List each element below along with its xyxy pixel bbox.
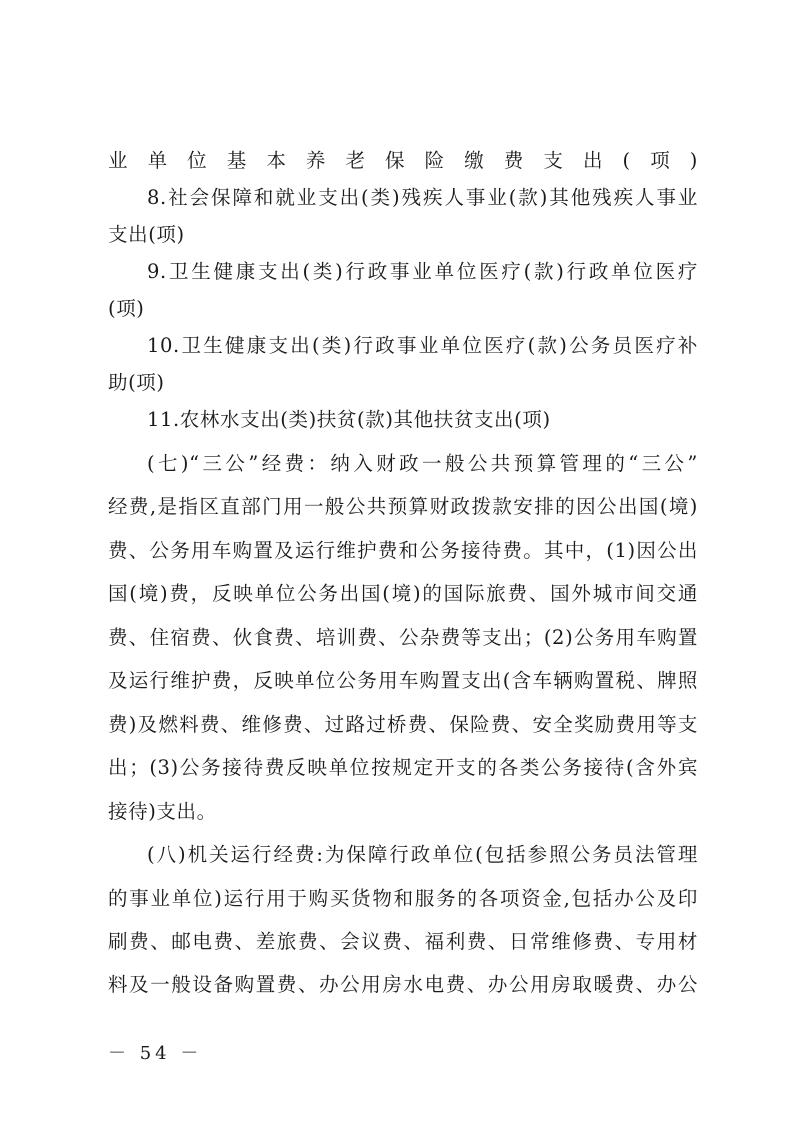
text-line-18: (八)机关运行经费:为保障行政单位(包括参照公务员法管理 — [147, 843, 698, 866]
text-line-1: 业单位基本养老保险缴费支出(项) — [108, 149, 698, 172]
text-line-9: (七)“三公”经费：纳入财政一般公共预算管理的“三公” — [147, 452, 698, 475]
text-line-15: 费)及燃料费、维修费、过路过桥费、保险费、安全奖励费用等支 — [108, 713, 698, 736]
text-line-10: 经费,是指区直部门用一般公共预算财政拨款安排的因公出国(境) — [108, 495, 698, 518]
text-line-6: 10.卫生健康支出(类)行政事业单位医疗(款)公务员医疗补 — [147, 334, 698, 357]
text-line-16: 出；(3)公务接待费反映单位按规定开支的各类公务接待(含外宾 — [108, 756, 698, 779]
text-line-17: 接待)支出。 — [108, 800, 217, 823]
text-line-13: 费、住宿费、伙食费、培训费、公杂费等支出；(2)公务用车购置 — [108, 626, 698, 649]
page-number: － 54 － — [108, 1043, 203, 1064]
text-line-20: 刷费、邮电费、差旅费、会议费、福利费、日常维修费、专用材 — [108, 930, 698, 953]
text-line-4: 9.卫生健康支出(类)行政事业单位医疗(款)行政单位医疗 — [147, 260, 698, 283]
text-line-12: 国(境)费，反映单位公务出国(境)的国际旅费、国外城市间交通 — [108, 582, 698, 605]
text-line-2: 8.社会保障和就业支出(类)残疾人事业(款)其他残疾人事业 — [147, 186, 698, 209]
text-line-7: 助(项) — [108, 371, 165, 394]
text-line-14: 及运行维护费，反映单位公务用车购置支出(含车辆购置税、牌照 — [108, 669, 698, 692]
text-line-11: 费、公务用车购置及运行维护费和公务接待费。其中，(1)因公出 — [108, 539, 698, 562]
text-line-5: (项) — [108, 297, 145, 320]
text-line-8: 11.农林水支出(类)扶贫(款)其他扶贫支出(项) — [147, 408, 551, 431]
text-line-21: 料及一般设备购置费、办公用房水电费、办公用房取暖费、办公 — [108, 973, 698, 996]
text-line-3: 支出(项) — [108, 223, 185, 246]
text-line-19: 的事业单位)运行用于购买货物和服务的各项资金,包括办公及印 — [108, 887, 698, 910]
